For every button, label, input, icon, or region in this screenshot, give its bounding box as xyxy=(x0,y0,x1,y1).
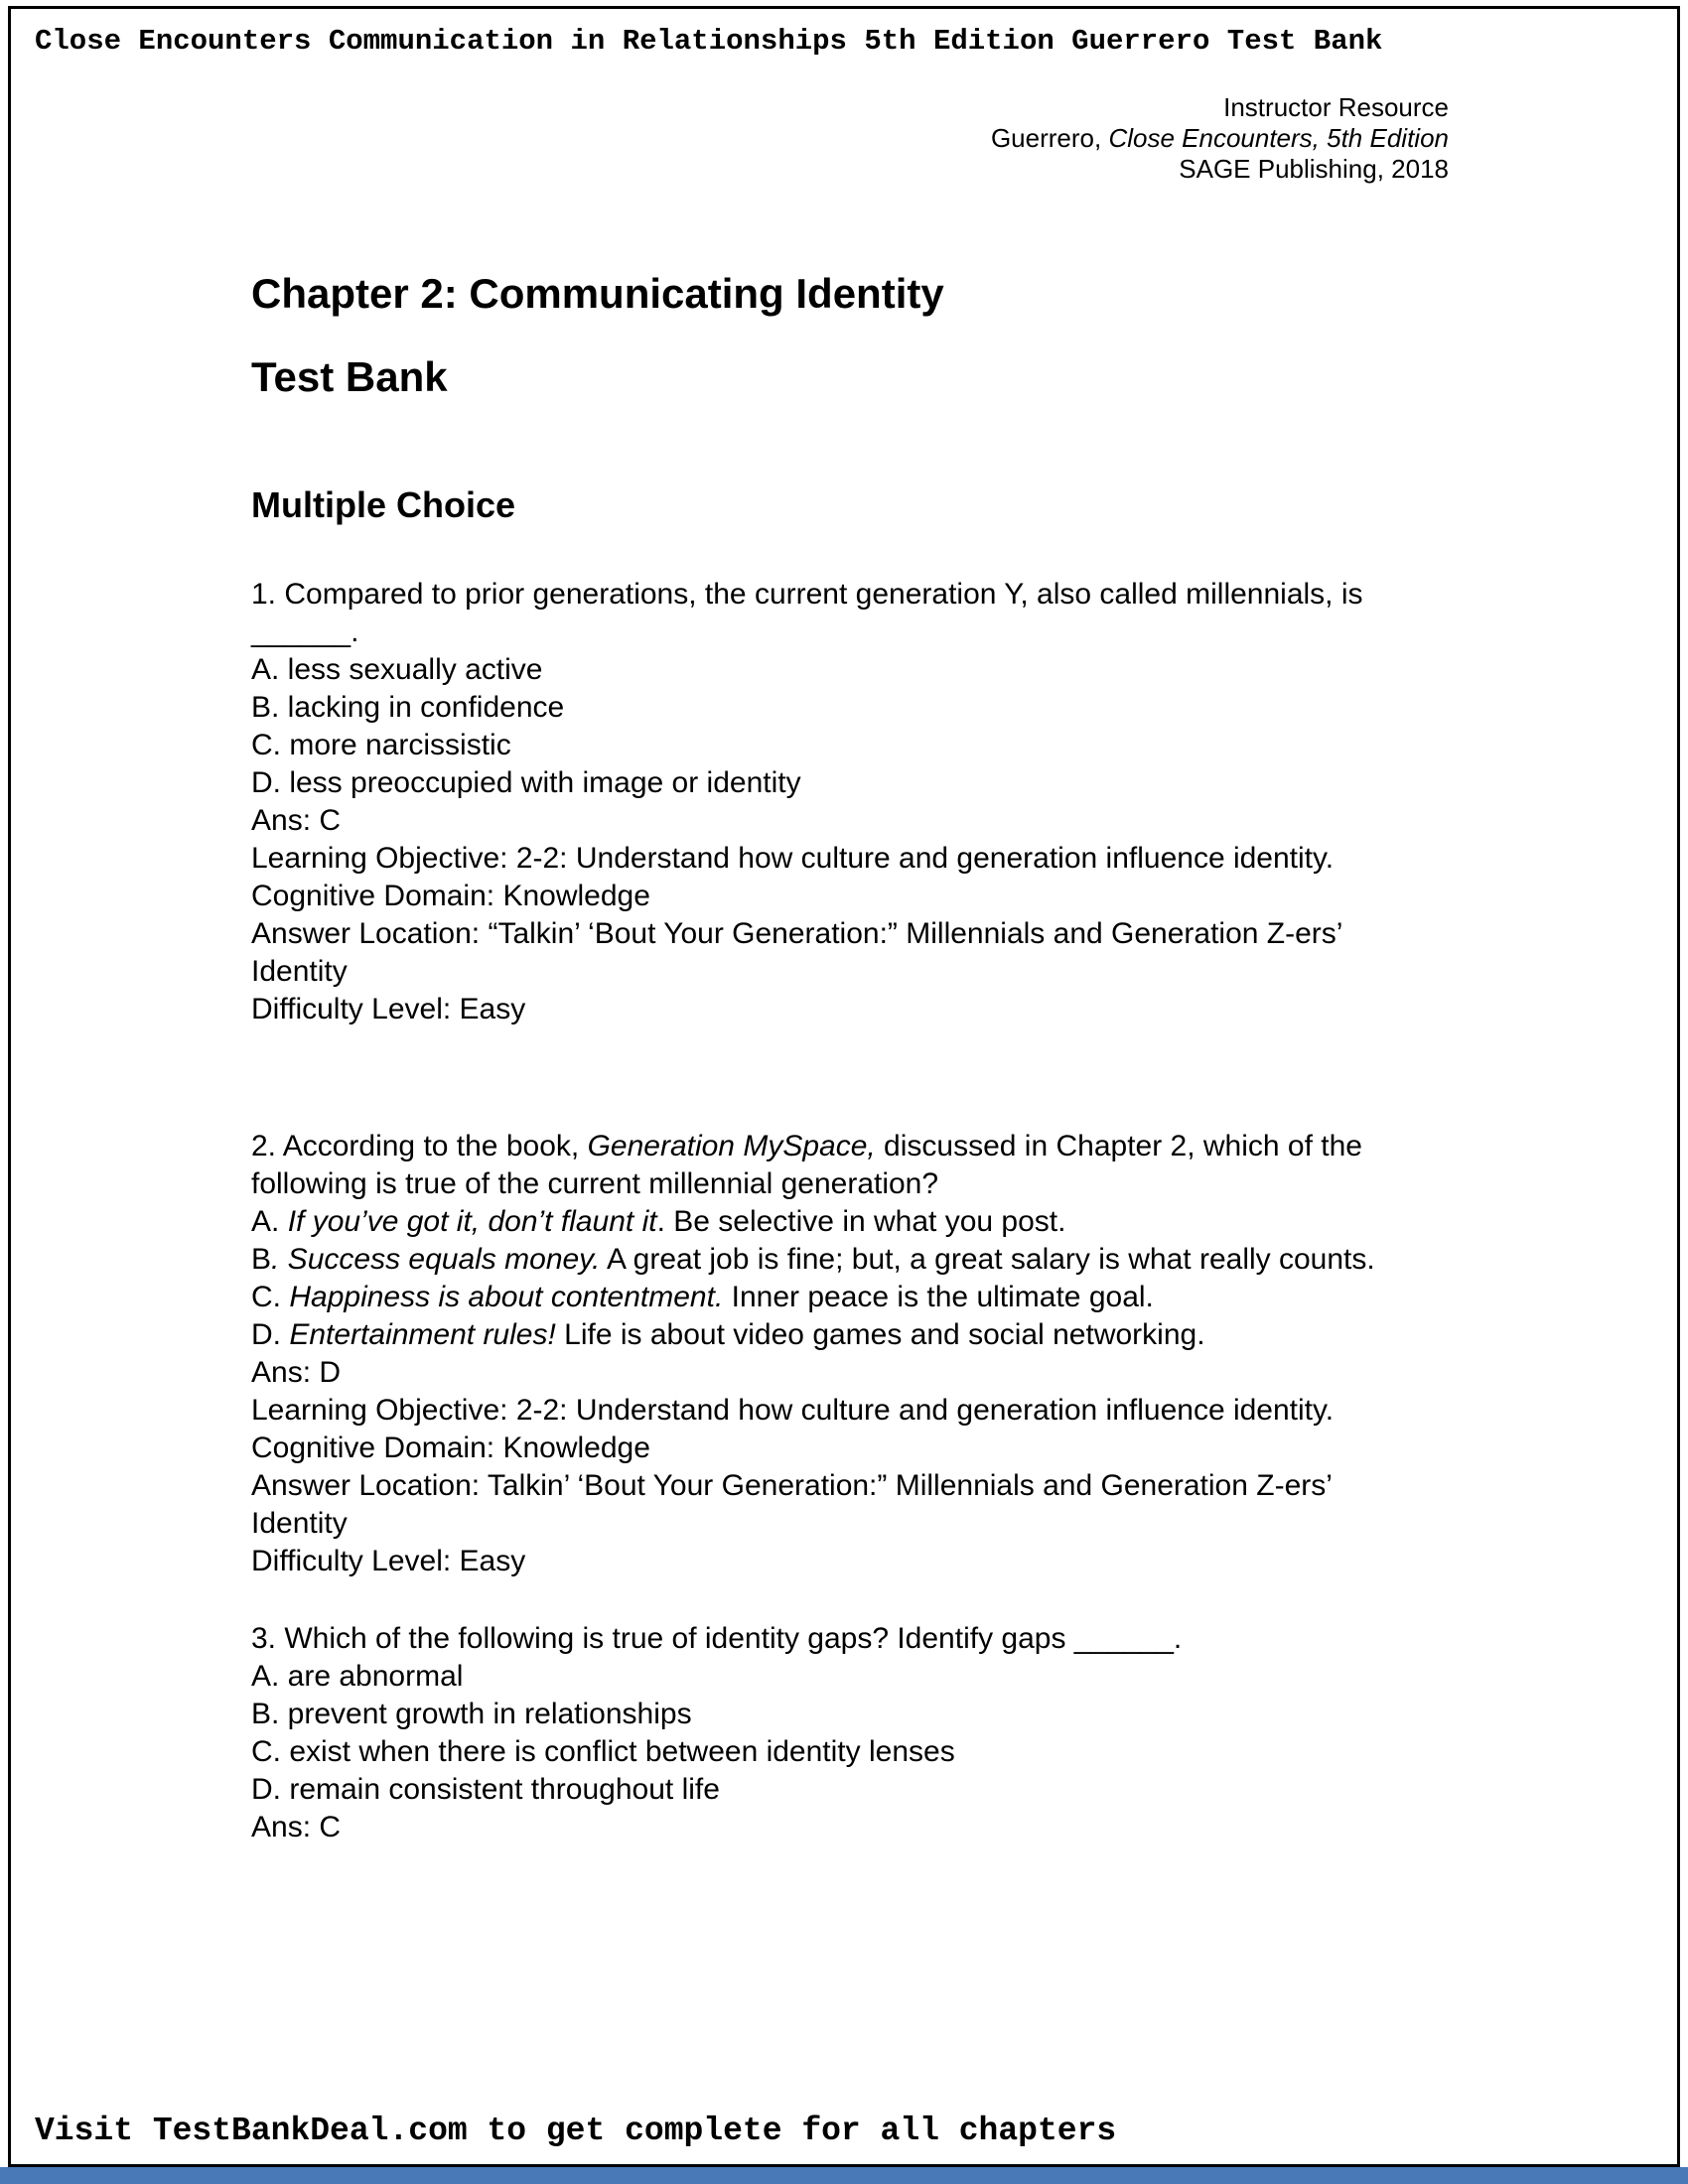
footer-promo-text: Visit TestBankDeal.com to get complete for all chapters xyxy=(35,2113,1117,2149)
question-3: 3. Which of the following is true of identity gaps? Identify gaps ______. A. are abnormal B. prevent growth in relationships C. exist when there is conflict between identity lenses D. remain consistent throughout life Ans: C xyxy=(251,1622,1183,1843)
page-border xyxy=(8,6,1680,2167)
document-body xyxy=(251,270,1413,1846)
test-bank-subtitle: Test Bank xyxy=(251,353,448,400)
chapter-title: Chapter 2: Communicating Identity xyxy=(251,270,944,317)
meta-line-instructor-resource: Instructor Resource xyxy=(1223,92,1449,122)
meta-line-book-title: Guerrero, Close Encounters, 5th Edition xyxy=(990,123,1449,153)
meta-line-publisher: SAGE Publishing, 2018 xyxy=(1179,154,1449,184)
document-header-title: Close Encounters Communication in Relationships 5th Edition Guerrero Test Bank xyxy=(35,25,1383,58)
meta-block xyxy=(11,61,1677,185)
question-2: 2. According to the book, Generation MySpace, discussed in Chapter 2, which of the following is true of the current millennial generation? A. If you’ve got it, don’t flaunt it. Be selective in what you post. B. Success equals money. A great job is fine; but, a great salary is what really counts. C. Happiness is about contentment. Inner peace is the ultimate goal. D. Entertainment rules! Life is about video games and social networking. Ans: D Learning Objective: 2-2: Understand how culture and generation influence identity. Cognitive Domain: Knowledge Answer Location: Talkin’ ‘Bout Your Generation:” Millennials and Generation Z-ers’ Identity Difficulty Level: Easy xyxy=(251,1130,1375,1577)
bottom-accent-bar xyxy=(0,2167,1688,2184)
questions-list xyxy=(251,576,1413,1846)
question-1: 1. Compared to prior generations, the current generation Y, also called millennials, is ______. A. less sexually active B. lacking in confidence C. more narcissistic D. less preoccupied with image or identity Ans: C Learning Objective: 2-2: Understand how culture and generation influence identity. Cognitive Domain: Knowledge Answer Location: “Talkin’ ‘Bout Your Generation:” Millennials and Generation Z-ers’ Identity Difficulty Level: Easy xyxy=(251,578,1363,1025)
section-heading-multiple-choice: Multiple Choice xyxy=(251,484,516,525)
